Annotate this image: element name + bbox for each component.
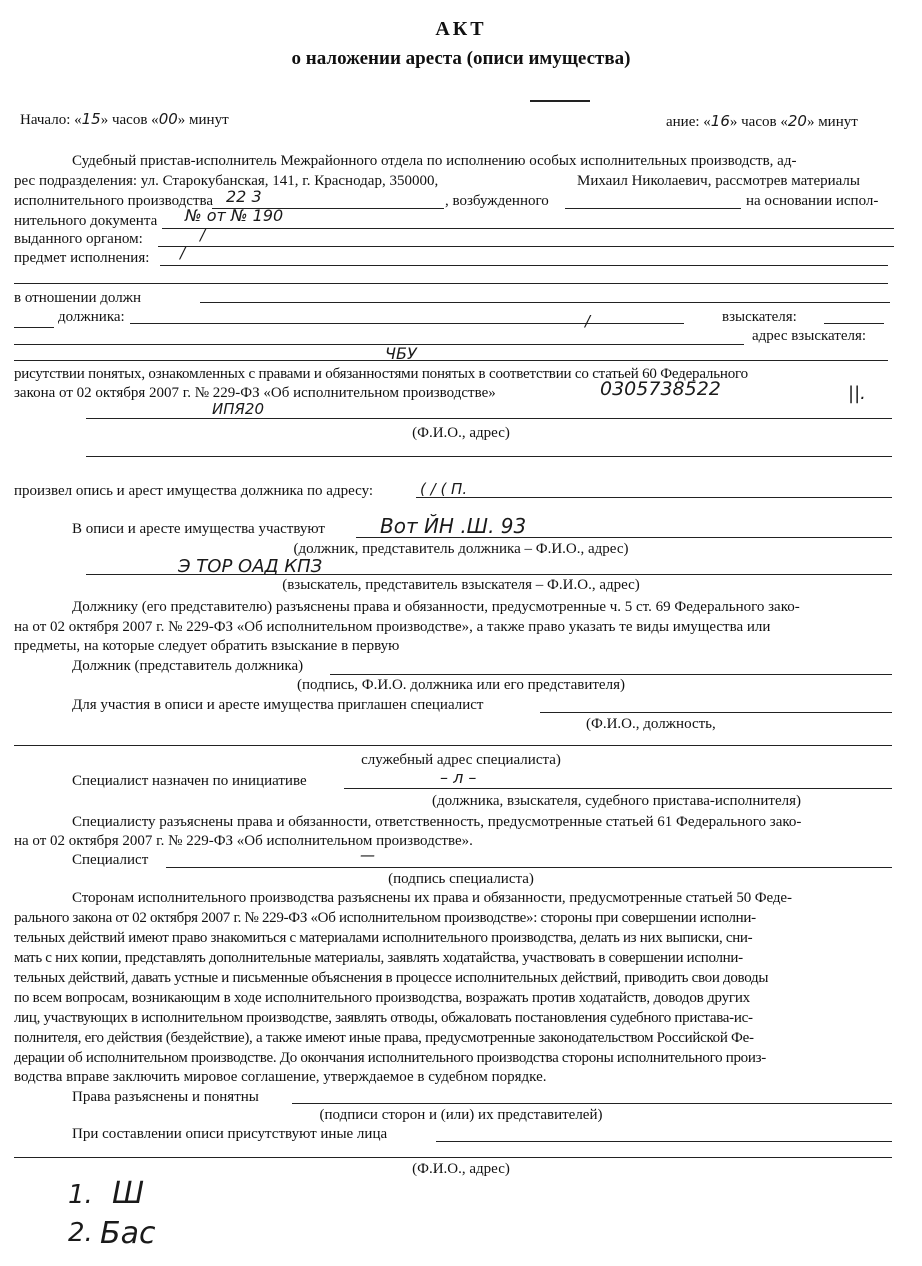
rights-line-5: тельных действий, давать устные и письменные объяснения в процессе исполнительных действий, приводить свои доводы [14, 970, 769, 986]
line-7: в отношении должн [14, 290, 142, 306]
line-3b: , возбужденного [445, 193, 549, 209]
hw-specialist-initiative: – л – [440, 768, 477, 787]
rights-line-2: рального закона от 02 октября 2007 г. № 229-ФЗ «Об исполнительном производстве»: стороны при совершении исполни- [14, 910, 756, 926]
end-time: ание: «16» часов «20» минут [666, 112, 858, 130]
caption-specialist-signature: (подпись специалиста) [388, 871, 534, 887]
caption-parties-signatures: (подписи сторон и (или) их представителей) [319, 1107, 603, 1123]
rights-line-8: полнителя, его действия (бездействие), а также имеют иные права, предусмотренные законодательством Российской Фе- [14, 1030, 754, 1046]
hw-uchastnik: Вот ЙН .Ш. 93 [380, 514, 527, 538]
line-5: выданного органом: [14, 231, 143, 247]
line-18: Для участия в описи и аресте имущества приглашен специалист [72, 697, 484, 713]
start-time: Начало: «15» часов «00» минут [20, 110, 229, 128]
end-hours: 16 [710, 112, 730, 130]
line-11: закона от 02 октября 2007 г. № 229-ФЗ «Об исполнительном производстве» [14, 385, 496, 401]
hw-vzyskatel: Э ТОР ОАД КПЗ [178, 556, 323, 577]
line-2b: Михаил Николаевич, рассмотрев материалы [577, 173, 860, 189]
line-9: адрес взыскателя: [752, 328, 867, 344]
hw-poniatye: ЧБУ [385, 344, 417, 363]
line-8b: взыскателя: [722, 309, 797, 325]
signature-2: Бас [100, 1216, 156, 1251]
caption-debtor-signature: (подпись, Ф.И.О. должника или его представителя) [297, 677, 625, 693]
line-15: на от 02 октября 2007 г. № 229-ФЗ «Об исполнительном производстве», а также право указать те виды имущества или [14, 619, 771, 635]
document-subtitle: о наложении ареста (описи имущества) [291, 48, 631, 69]
line-13: В описи и аресте имущества участвуют [72, 521, 325, 537]
line-6: предмет исполнения: [14, 250, 150, 266]
end-minutes: 20 [787, 112, 807, 130]
start-minutes: 00 [158, 110, 178, 128]
line-17: Должник (представитель должника) [72, 658, 304, 674]
stroke-mark [530, 100, 590, 102]
line-24: При составлении описи присутствуют иные лица [72, 1126, 388, 1142]
line-2a: рес подразделения: ул. Старокубанская, 141, г. Краснодар, 350000, [14, 173, 439, 189]
rights-line-9: дерации об исполнительном производстве. До окончания исполнительного производства стороны исполнительного произ- [14, 1050, 766, 1066]
line-21: на от 02 октября 2007 г. № 229-ФЗ «Об исполнительном производстве». [14, 833, 473, 849]
hw-address: ( / ( П. [420, 480, 468, 498]
rights-line-3: тельных действий имеют право знакомиться с материалами исполнительного производства, делать из них выписки, сни- [14, 930, 753, 946]
hw-document: № от № 190 [185, 206, 284, 225]
signature-1: Ш [112, 1176, 145, 1211]
hw-predmet: / [180, 244, 186, 262]
line-12: произвел опись и арест имущества должника по адресу: [14, 483, 374, 499]
hw-dolzhnik: / [585, 312, 591, 330]
caption-debtor: (должник, представитель должника – Ф.И.О., адрес) [293, 541, 629, 557]
document-title: АКТ [435, 18, 487, 40]
caption-fio-address-1: (Ф.И.О., адрес) [412, 425, 510, 441]
line-4: нительного документа [14, 213, 158, 229]
hw-poniatye-2: ИПЯ20 [212, 400, 265, 418]
line-3c: на основании испол- [746, 193, 879, 209]
hw-mark: ||. [848, 383, 866, 404]
line-16: предметы, на которые следует обратить взыскание в первую [14, 638, 400, 654]
line-22: Специалист [72, 852, 149, 868]
rights-line-1: Сторонам исполнительного производства разъяснены их права и обязанности, предусмотренные статьей 50 Феде- [72, 890, 792, 906]
signature-2-number: 2. [68, 1218, 93, 1248]
hw-proizvodstvo: 22 3 [226, 187, 262, 206]
caption-creditor: (взыскатель, представитель взыскателя – Ф.И.О., адрес) [282, 577, 640, 593]
line-14: Должнику (его представителю) разъяснены права и обязанности, предусмотренные ч. 5 ст. 69 Федерального зако- [72, 599, 800, 615]
rights-line-6: по всем вопросам, возникающим в ходе исполнительного производства, возражать против ходатайств, доводов других [14, 990, 750, 1006]
caption-initiative: (должника, взыскателя, судебного пристава-исполнителя) [432, 793, 802, 809]
caption-specialist-fio: (Ф.И.О., должность, [586, 716, 716, 732]
start-hours: 15 [81, 110, 101, 128]
rights-line-7: лиц, участвующих в исполнительном производстве, заявлять отводы, обжаловать постановления судебного пристава-ис- [14, 1010, 753, 1026]
hw-vydan: / [200, 226, 206, 244]
line-10: рисутствии понятых, ознакомленных с правами и обязанностями понятых в соответствии со статьей 60 Федерального [14, 366, 748, 382]
rights-line-10: водства вправе заключить мировое соглашение, утверждаемое в судебном порядке. [14, 1069, 547, 1085]
line-20: Специалисту разъяснены права и обязанности, ответственность, предусмотренные статьей 61 Федерального зако- [72, 814, 802, 830]
hw-phone: 0305738522 [600, 378, 721, 400]
caption-fio-address-2: (Ф.И.О., адрес) [412, 1161, 510, 1177]
signature-1-number: 1. [68, 1180, 93, 1210]
rights-line-4: мать с них копии, представлять дополнительные материалы, заявлять ходатайства, участвовать в совершении исполни- [14, 950, 743, 966]
hw-specialist-signature: — [360, 846, 375, 864]
caption-specialist-address: служебный адрес специалиста) [361, 752, 561, 768]
line-8a: должника: [58, 309, 125, 325]
line-23: Права разъяснены и понятны [72, 1089, 259, 1105]
line-3a: исполнительного производства [14, 193, 214, 209]
line-1: Судебный пристав-исполнитель Межрайонного отдела по исполнению особых исполнительных производств, ад- [72, 153, 797, 169]
line-19: Специалист назначен по инициативе [72, 773, 307, 789]
